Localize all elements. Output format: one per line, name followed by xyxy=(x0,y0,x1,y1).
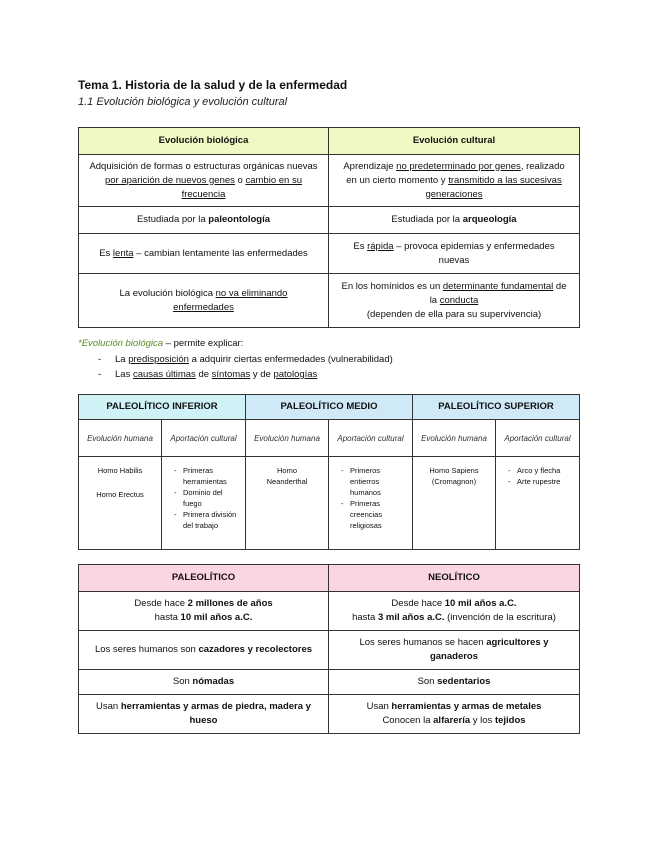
list-item: - Arte rupestre xyxy=(508,476,575,487)
cell-cult-study: Estudiada por la arqueología xyxy=(329,207,580,234)
list-item: - Primeros entierros humanos xyxy=(341,465,408,498)
subheader-culture: Aportación cultural xyxy=(496,420,580,457)
header-neolithic: NEOLÍTICO xyxy=(329,565,580,592)
header-cultural: Evolución cultural xyxy=(329,128,580,155)
cell-neo-lifestyle: Son sedentarios xyxy=(329,670,580,695)
cell-bio-study: Estudiada por la paleontología xyxy=(79,207,329,234)
cell-bio-diseases: La evolución biológica no va eliminando enfermedades xyxy=(79,274,329,328)
cell-cult-definition: Aprendizaje no predeterminado por genes, realizado en un cierto momento y transmitido a las sucesivas generaciones xyxy=(329,155,580,207)
paleolithic-neolithic-table xyxy=(78,564,580,734)
page-title: Tema 1. Historia de la salud y de la enfermedad xyxy=(78,78,348,92)
species-homo-habilis: Homo Habilis xyxy=(97,466,143,475)
evolution-comparison-table xyxy=(78,127,580,328)
cell-cult-speed: Es rápida – provoca epidemias y enfermedades nuevas xyxy=(329,234,580,274)
subheader-human: Evolución humana xyxy=(246,420,329,457)
subheader-human: Evolución humana xyxy=(79,420,162,457)
cell-paleo-tools: Usan herramientas y armas de piedra, madera y hueso xyxy=(79,695,329,734)
cell-bio-definition: Adquisición de formas o estructuras orgánicas nuevas por aparición de nuevos genes o cambio en su frecuencia xyxy=(79,155,329,207)
lower-human-cell xyxy=(79,457,162,550)
cell-cult-conduct: En los homínidos es un determinante fundamental de la conducta (dependen de ella para su supervivencia) xyxy=(329,274,580,328)
middle-culture-cell xyxy=(329,457,413,550)
species-homo-sapiens: Homo Sapiens (Cromagnon) xyxy=(429,466,479,486)
section-subtitle: 1.1 Evolución biológica y evolución cultural xyxy=(78,96,288,108)
note-list xyxy=(78,352,579,382)
cell-bio-speed: Es lenta – cambian lentamente las enfermedades xyxy=(79,234,329,274)
subheader-human: Evolución humana xyxy=(413,420,496,457)
cell-neo-tools: Usan herramientas y armas de metales Conocen la alfarería y los tejidos xyxy=(329,695,580,734)
list-item: - Primeras herramientas xyxy=(174,465,241,487)
note-tag: *Evolución biológica xyxy=(78,338,164,349)
header-biological: Evolución biológica xyxy=(79,128,329,155)
header-upper-paleolithic: PALEOLÍTICO SUPERIOR xyxy=(413,395,580,420)
upper-culture-cell xyxy=(496,457,580,550)
list-item: - Las causas últimas de síntomas y de patologías xyxy=(98,367,579,382)
cell-neo-dates: Desde hace 10 mil años a.C. hasta 3 mil años a.C. (invención de la escritura) xyxy=(329,592,580,631)
list-item: - Arco y flecha xyxy=(508,465,575,476)
species-homo-erectus: Homo Erectus xyxy=(96,490,144,499)
list-item: - La predisposición a adquirir ciertas enfermedades (vulnerabilidad) xyxy=(98,352,579,367)
cell-paleo-economy: Los seres humanos son cazadores y recolectores xyxy=(79,631,329,670)
middle-human-cell xyxy=(246,457,329,550)
paleolithic-periods-table xyxy=(78,394,580,550)
biological-evolution-note xyxy=(78,336,579,351)
note-text: – permite explicar: xyxy=(163,338,244,349)
header-lower-paleolithic: PALEOLÍTICO INFERIOR xyxy=(79,395,246,420)
lower-culture-cell xyxy=(162,457,246,550)
header-paleolithic: PALEOLÍTICO xyxy=(79,565,329,592)
document-page xyxy=(78,78,579,734)
subheader-culture: Aportación cultural xyxy=(162,420,246,457)
list-item: - Dominio del fuego xyxy=(174,487,241,509)
subheader-culture: Aportación cultural xyxy=(329,420,413,457)
list-item: - Primeras creencias religiosas xyxy=(341,498,408,531)
cell-paleo-lifestyle: Son nómadas xyxy=(79,670,329,695)
cell-paleo-dates: Desde hace 2 millones de años hasta 10 mil años a.C. xyxy=(79,592,329,631)
upper-human-cell xyxy=(413,457,496,550)
species-homo-neanderthal: Homo Neanderthal xyxy=(266,466,308,486)
list-item: - Primera división del trabajo xyxy=(174,509,241,531)
cell-neo-economy: Los seres humanos se hacen agricultores y ganaderos xyxy=(329,631,580,670)
header-middle-paleolithic: PALEOLÍTICO MEDIO xyxy=(246,395,413,420)
